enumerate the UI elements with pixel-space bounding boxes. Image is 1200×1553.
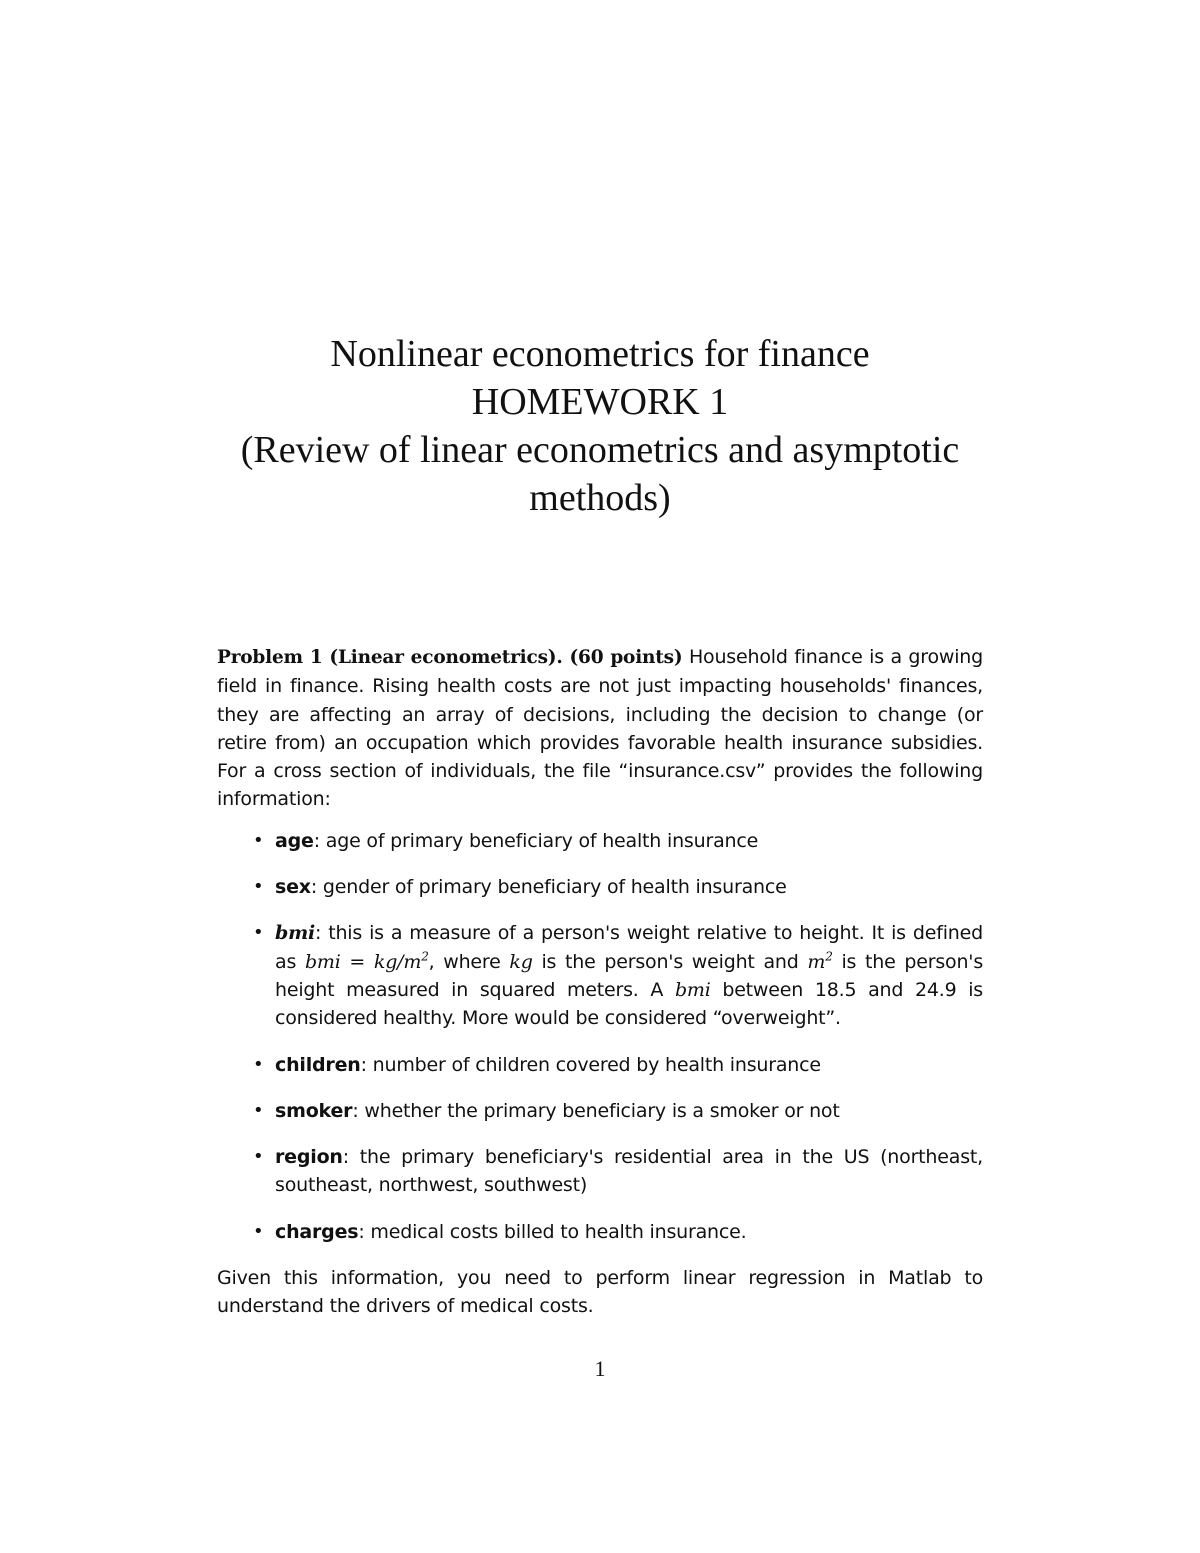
problem-section <box>217 643 983 1321</box>
list-item-sex <box>217 873 983 901</box>
closing-paragraph: Given this information, you need to perform linear regression in Matlab to understand the drivers of medical costs. <box>217 1267 983 1318</box>
bmi-formula: bmi = $kg/m^2$ <box>304 949 429 973</box>
variable-name: age <box>275 829 314 852</box>
bullet-icon: • <box>253 1146 264 1168</box>
variable-desc: : gender of primary beneficiary of health insurance <box>310 876 787 899</box>
list-item-children <box>217 1051 983 1079</box>
variable-name: charges <box>275 1220 359 1243</box>
document-title <box>200 330 1000 522</box>
variable-desc: : age of primary beneficiary of health insurance <box>313 829 759 852</box>
variable-desc: : whether the primary beneficiary is a smoker or not <box>352 1099 840 1122</box>
bmi-desc-part3: is the person's weight and <box>532 950 808 973</box>
variable-desc: : the primary beneficiary's residential area in the US (northeast, southeast, northwest, southwest) <box>275 1146 983 1197</box>
title-line-4: methods) <box>529 477 671 519</box>
list-item-region <box>217 1143 983 1200</box>
page-number: 1 <box>594 1356 606 1381</box>
problem-intro <box>217 643 983 814</box>
kg-symbol: kg <box>509 950 533 973</box>
list-item-smoker <box>217 1097 983 1125</box>
variable-desc: : medical costs billed to health insurance. <box>358 1220 747 1243</box>
problem-intro-text: Household finance is a growing field in finance. Rising health costs are not just impacting households' finances, they are affecting an array of decisions, including the decision to change (or retire from) an occupation which provides favorable health insurance subsidies. For a cross section of individuals, the file “insurance.csv” provides the following information: <box>217 646 984 811</box>
list-item-charges <box>217 1218 983 1246</box>
list-item-bmi <box>217 919 983 1032</box>
list-item-age <box>217 827 983 855</box>
bullet-icon: • <box>253 922 264 944</box>
m2-symbol: $m^2$ <box>807 949 833 973</box>
problem-heading: Problem 1 (Linear econometrics). (60 points) <box>217 647 683 668</box>
bullet-icon: • <box>253 1220 264 1242</box>
variable-name: region <box>275 1146 343 1169</box>
title-line-3: (Review of linear econometrics and asymptotic <box>240 429 960 471</box>
bmi-desc-part4: is the person's height measured in squared meters. A <box>275 950 984 1001</box>
bullet-icon: • <box>253 829 264 851</box>
variable-list <box>217 827 983 1246</box>
bmi-desc-part2: , where <box>428 950 510 973</box>
bullet-icon: • <box>253 876 264 898</box>
variable-name: bmi <box>275 922 316 945</box>
variable-name: children <box>275 1053 361 1076</box>
variable-name: smoker <box>275 1099 353 1122</box>
bullet-icon: • <box>253 1099 264 1121</box>
bullet-icon: • <box>253 1053 264 1075</box>
bmi-desc-part5: between 18.5 and 24.9 is considered healthy. More would be considered “overweight”. <box>275 978 983 1030</box>
variable-name: sex <box>275 876 311 899</box>
bmi-symbol: bmi <box>674 978 711 1001</box>
bmi-desc-part1: : this is a measure of a person's weight relative to height. It is defined as <box>275 922 983 973</box>
variable-desc: : number of children covered by health insurance <box>360 1053 821 1076</box>
title-line-2: HOMEWORK 1 <box>471 381 729 423</box>
title-line-1: Nonlinear econometrics for finance <box>330 333 870 375</box>
